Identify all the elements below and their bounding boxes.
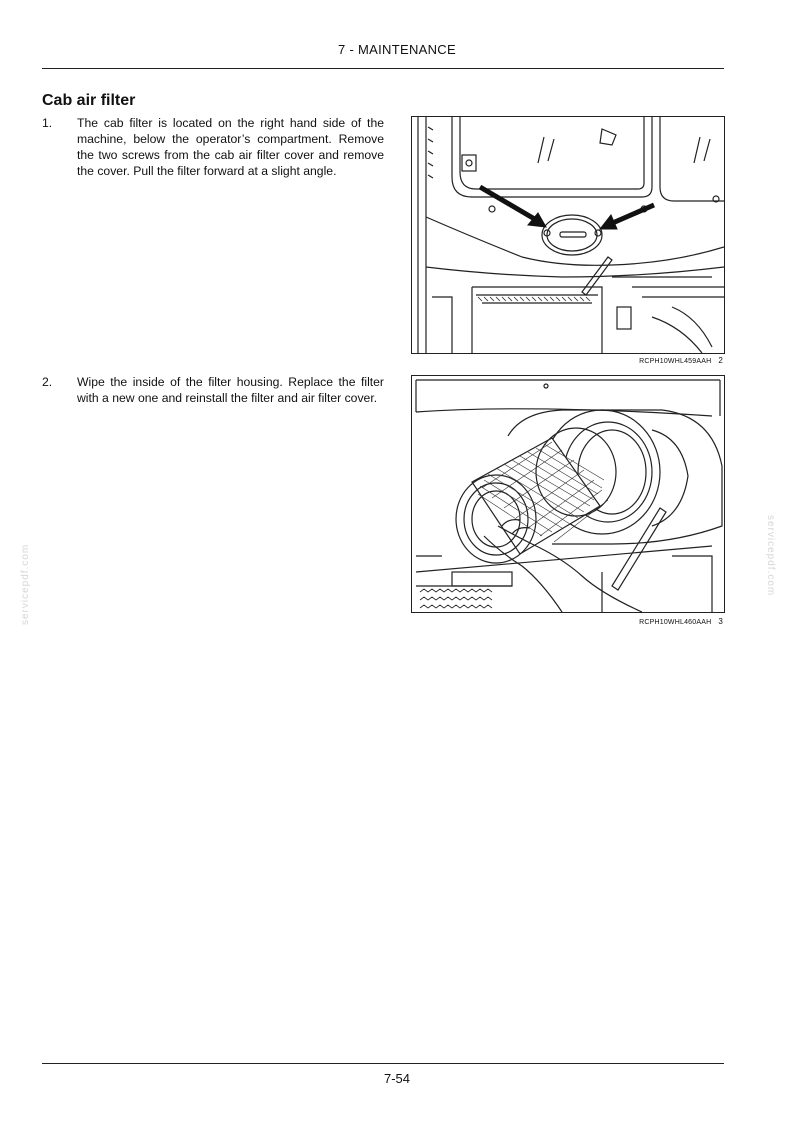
watermark-left: servicepdf.com: [20, 543, 31, 625]
step-2: [42, 374, 384, 406]
step-1-number: 1.: [42, 116, 53, 130]
header-rule: [42, 68, 724, 69]
page-number: 7-54: [383, 1071, 411, 1086]
figure-3-caption: [411, 617, 723, 626]
step-1-text: The cab filter is located on the right hand side of the machine, below the operator’s compartment. Remove the two screws from the cab air filter cover and remove the cover. Pull the filter forward at a slight angle.: [77, 116, 384, 178]
filter-replacement-illustration: [412, 376, 724, 612]
figure-3-code: RCPH10WHL460AAH: [639, 619, 712, 626]
cab-filter-location-illustration: [412, 117, 724, 353]
figure-2-code: RCPH10WHL459AAH: [639, 358, 712, 365]
header-title: 7 - MAINTENANCE: [338, 42, 456, 57]
section-title: Cab air filter: [42, 92, 136, 109]
step-1: [42, 115, 384, 179]
figure-2-caption: [411, 356, 723, 365]
footer-rule: [42, 1063, 724, 1064]
step-2-number: 2.: [42, 375, 53, 389]
figure-filter-replacement: [411, 375, 725, 613]
step-2-text: Wipe the inside of the filter housing. Replace the filter with a new one and reinstall the filter and air filter cover.: [77, 375, 384, 405]
watermark-right: servicepdf.com: [765, 515, 776, 597]
figure-3-number: 3: [718, 617, 723, 626]
figure-2-number: 2: [718, 356, 723, 365]
figure-cab-filter-location: [411, 116, 725, 354]
